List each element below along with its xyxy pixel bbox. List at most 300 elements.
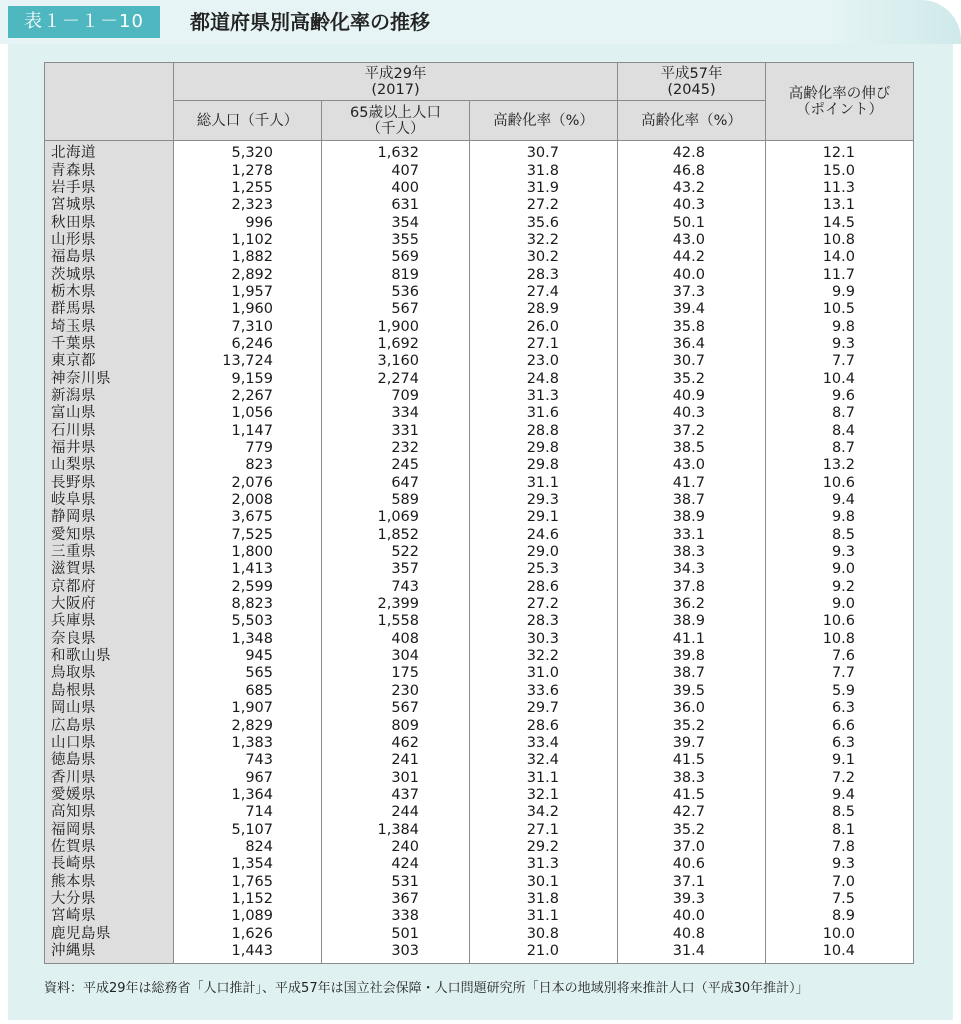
rate-2045-cell: 36.0: [618, 700, 766, 717]
prefecture-cell: 宮崎県: [45, 908, 174, 925]
elderly-pop-cell: 2,274: [322, 370, 470, 387]
table-row: [45, 141, 914, 163]
elderly-pop-cell: 437: [322, 787, 470, 804]
total-pop-cell: 8,823: [174, 596, 322, 613]
prefecture-cell: 静岡県: [45, 509, 174, 526]
elderly-pop-cell: 232: [322, 440, 470, 457]
elderly-pop-cell: 1,852: [322, 527, 470, 544]
rate-2017-cell: 28.3: [470, 266, 618, 283]
rate-2017-cell: 31.3: [470, 856, 618, 873]
elderly-pop-cell: 424: [322, 856, 470, 873]
elderly-pop-cell: 244: [322, 804, 470, 821]
total-pop-cell: 7,310: [174, 318, 322, 335]
increase-cell: 10.8: [766, 631, 914, 648]
elderly-pop-cell: 3,160: [322, 353, 470, 370]
table-row: [45, 388, 914, 405]
elderly-pop-cell: 743: [322, 579, 470, 596]
total-pop-cell: 2,829: [174, 717, 322, 734]
increase-cell: 5.9: [766, 683, 914, 700]
elderly-pop-cell: 303: [322, 943, 470, 964]
aging-rate-table: [44, 62, 914, 964]
prefecture-cell: 埼玉県: [45, 318, 174, 335]
total-pop-cell: 1,413: [174, 561, 322, 578]
elderly-pop-cell: 589: [322, 492, 470, 509]
header-rate-2017-label: 高齢化率（%）: [493, 112, 594, 129]
rate-2017-cell: 29.0: [470, 544, 618, 561]
rate-2017-cell: 32.4: [470, 752, 618, 769]
prefecture-cell: 熊本県: [45, 873, 174, 890]
increase-cell: 9.0: [766, 561, 914, 578]
total-pop-cell: 1,765: [174, 873, 322, 890]
increase-cell: 9.1: [766, 752, 914, 769]
rate-2045-cell: 37.1: [618, 873, 766, 890]
rate-2017-cell: 27.1: [470, 336, 618, 353]
increase-cell: 8.7: [766, 405, 914, 422]
increase-cell: 7.7: [766, 665, 914, 682]
elderly-pop-cell: 241: [322, 752, 470, 769]
rate-2017-cell: 29.7: [470, 700, 618, 717]
prefecture-cell: 広島県: [45, 717, 174, 734]
header-rate-2017: [470, 101, 618, 141]
increase-cell: 7.0: [766, 873, 914, 890]
increase-cell: 11.7: [766, 266, 914, 283]
total-pop-cell: 1,882: [174, 249, 322, 266]
total-pop-cell: 6,246: [174, 336, 322, 353]
prefecture-cell: 鳥取県: [45, 665, 174, 682]
rate-2045-cell: 38.3: [618, 544, 766, 561]
total-pop-cell: 5,320: [174, 141, 322, 163]
prefecture-cell: 群馬県: [45, 301, 174, 318]
rate-2017-cell: 29.8: [470, 440, 618, 457]
rate-2045-cell: 36.2: [618, 596, 766, 613]
table-row: [45, 249, 914, 266]
table-row: [45, 197, 914, 214]
table-row: [45, 301, 914, 318]
rate-2045-cell: 40.3: [618, 197, 766, 214]
prefecture-cell: 滋賀県: [45, 561, 174, 578]
elderly-pop-cell: 567: [322, 700, 470, 717]
rate-2017-cell: 27.2: [470, 596, 618, 613]
rate-2045-cell: 35.8: [618, 318, 766, 335]
rate-2017-cell: 30.8: [470, 925, 618, 942]
prefecture-cell: 青森県: [45, 162, 174, 179]
prefecture-cell: 山形県: [45, 232, 174, 249]
increase-cell: 8.9: [766, 908, 914, 925]
prefecture-cell: 高知県: [45, 804, 174, 821]
prefecture-cell: 石川県: [45, 423, 174, 440]
total-pop-cell: 1,278: [174, 162, 322, 179]
header-group-2017: [174, 63, 618, 101]
table-title: 都道府県別高齢化率の推移: [190, 10, 430, 34]
table-row: [45, 596, 914, 613]
elderly-pop-cell: 1,069: [322, 509, 470, 526]
rate-2045-cell: 37.2: [618, 423, 766, 440]
rate-2017-cell: 31.8: [470, 891, 618, 908]
rate-2045-cell: 41.5: [618, 787, 766, 804]
elderly-pop-cell: 367: [322, 891, 470, 908]
rate-2017-cell: 30.3: [470, 631, 618, 648]
prefecture-cell: 沖縄県: [45, 943, 174, 964]
rate-2045-cell: 39.3: [618, 891, 766, 908]
rate-2045-cell: 42.8: [618, 141, 766, 163]
rate-2017-cell: 31.1: [470, 908, 618, 925]
table-row: [45, 561, 914, 578]
table-row: [45, 440, 914, 457]
rate-2045-cell: 43.0: [618, 232, 766, 249]
prefecture-cell: 香川県: [45, 769, 174, 786]
total-pop-cell: 1,960: [174, 301, 322, 318]
table-row: [45, 266, 914, 283]
elderly-pop-cell: 522: [322, 544, 470, 561]
increase-cell: 14.0: [766, 249, 914, 266]
rate-2045-cell: 40.9: [618, 388, 766, 405]
increase-cell: 6.6: [766, 717, 914, 734]
rate-2045-cell: 37.8: [618, 579, 766, 596]
total-pop-cell: 3,675: [174, 509, 322, 526]
rate-2045-cell: 41.7: [618, 475, 766, 492]
prefecture-cell: 神奈川県: [45, 370, 174, 387]
total-pop-cell: 1,354: [174, 856, 322, 873]
rate-2017-cell: 21.0: [470, 943, 618, 964]
table-row: [45, 613, 914, 630]
prefecture-cell: 秋田県: [45, 214, 174, 231]
increase-cell: 7.2: [766, 769, 914, 786]
prefecture-cell: 長野県: [45, 475, 174, 492]
increase-cell: 9.2: [766, 579, 914, 596]
increase-cell: 10.4: [766, 370, 914, 387]
rate-2045-cell: 40.3: [618, 405, 766, 422]
elderly-pop-cell: 334: [322, 405, 470, 422]
table-row: [45, 873, 914, 890]
table-row: [45, 804, 914, 821]
table-body: [45, 141, 914, 964]
table-row: [45, 787, 914, 804]
elderly-pop-cell: 408: [322, 631, 470, 648]
table-row: [45, 925, 914, 942]
rate-2017-cell: 28.6: [470, 717, 618, 734]
rate-2017-cell: 30.1: [470, 873, 618, 890]
elderly-pop-cell: 331: [322, 423, 470, 440]
increase-cell: 6.3: [766, 700, 914, 717]
rate-2045-cell: 42.7: [618, 804, 766, 821]
rate-2017-cell: 29.8: [470, 457, 618, 474]
header-prefecture: [45, 63, 174, 141]
header-total-pop-label: 総人口（千人）: [196, 112, 299, 129]
table-row: [45, 631, 914, 648]
total-pop-cell: 2,323: [174, 197, 322, 214]
prefecture-cell: 和歌山県: [45, 648, 174, 665]
rate-2017-cell: 27.2: [470, 197, 618, 214]
rate-2017-cell: 26.0: [470, 318, 618, 335]
prefecture-cell: 山口県: [45, 735, 174, 752]
rate-2017-cell: 30.2: [470, 249, 618, 266]
rate-2017-cell: 28.6: [470, 579, 618, 596]
rate-2045-cell: 35.2: [618, 821, 766, 838]
header-group-2017-label: 平成29年 (2017): [364, 65, 427, 98]
table-row: [45, 683, 914, 700]
source-note: 資料：平成29年は総務省「人口推計」、平成57年は国立社会保障・人口問題研究所「日本の地域別将来推計人口（平成30年推計）」: [44, 981, 809, 996]
increase-cell: 13.2: [766, 457, 914, 474]
header-row-group: [45, 63, 914, 101]
rate-2017-cell: 28.9: [470, 301, 618, 318]
elderly-pop-cell: 501: [322, 925, 470, 942]
prefecture-cell: 東京都: [45, 353, 174, 370]
rate-2017-cell: 31.1: [470, 475, 618, 492]
prefecture-cell: 福井県: [45, 440, 174, 457]
header-rate-2045: [618, 101, 766, 141]
total-pop-cell: 2,267: [174, 388, 322, 405]
table-number-badge: 表１－１－10: [8, 6, 160, 38]
prefecture-cell: 徳島県: [45, 752, 174, 769]
prefecture-cell: 愛知県: [45, 527, 174, 544]
total-pop-cell: 1,348: [174, 631, 322, 648]
table-row: [45, 717, 914, 734]
increase-cell: 9.9: [766, 284, 914, 301]
elderly-pop-cell: 709: [322, 388, 470, 405]
total-pop-cell: 743: [174, 752, 322, 769]
rate-2045-cell: 50.1: [618, 214, 766, 231]
elderly-pop-cell: 175: [322, 665, 470, 682]
prefecture-cell: 千葉県: [45, 336, 174, 353]
elderly-pop-cell: 230: [322, 683, 470, 700]
table-row: [45, 856, 914, 873]
increase-cell: 12.1: [766, 141, 914, 163]
table-row: [45, 457, 914, 474]
table-row: [45, 492, 914, 509]
prefecture-cell: 新潟県: [45, 388, 174, 405]
table-row: [45, 579, 914, 596]
table-row: [45, 908, 914, 925]
table-row: [45, 162, 914, 179]
rate-2017-cell: 31.1: [470, 769, 618, 786]
elderly-pop-cell: 1,558: [322, 613, 470, 630]
increase-cell: 14.5: [766, 214, 914, 231]
rate-2045-cell: 37.0: [618, 839, 766, 856]
prefecture-cell: 大阪府: [45, 596, 174, 613]
rate-2045-cell: 31.4: [618, 943, 766, 964]
total-pop-cell: 2,076: [174, 475, 322, 492]
rate-2045-cell: 40.6: [618, 856, 766, 873]
total-pop-cell: 685: [174, 683, 322, 700]
prefecture-cell: 鹿児島県: [45, 925, 174, 942]
table-row: [45, 232, 914, 249]
increase-cell: 10.0: [766, 925, 914, 942]
elderly-pop-cell: 2,399: [322, 596, 470, 613]
increase-cell: 9.6: [766, 388, 914, 405]
prefecture-cell: 栃木県: [45, 284, 174, 301]
table-container: [44, 62, 913, 964]
table-row: [45, 943, 914, 964]
table-row: [45, 405, 914, 422]
prefecture-cell: 奈良県: [45, 631, 174, 648]
elderly-pop-cell: 1,692: [322, 336, 470, 353]
rate-2017-cell: 29.1: [470, 509, 618, 526]
rate-2045-cell: 38.5: [618, 440, 766, 457]
rate-2017-cell: 28.3: [470, 613, 618, 630]
prefecture-cell: 北海道: [45, 141, 174, 163]
rate-2017-cell: 29.3: [470, 492, 618, 509]
rate-2045-cell: 39.4: [618, 301, 766, 318]
prefecture-cell: 茨城県: [45, 266, 174, 283]
rate-2045-cell: 33.1: [618, 527, 766, 544]
rate-2045-cell: 30.7: [618, 353, 766, 370]
header-elderly-pop: [322, 101, 470, 141]
rate-2045-cell: 39.7: [618, 735, 766, 752]
prefecture-cell: 大分県: [45, 891, 174, 908]
table-row: [45, 735, 914, 752]
elderly-pop-cell: 357: [322, 561, 470, 578]
increase-cell: 8.1: [766, 821, 914, 838]
increase-cell: 10.5: [766, 301, 914, 318]
table-row: [45, 284, 914, 301]
rate-2045-cell: 38.7: [618, 492, 766, 509]
table-row: [45, 752, 914, 769]
rate-2017-cell: 31.3: [470, 388, 618, 405]
total-pop-cell: 714: [174, 804, 322, 821]
rate-2017-cell: 30.7: [470, 141, 618, 163]
rate-2045-cell: 46.8: [618, 162, 766, 179]
elderly-pop-cell: 569: [322, 249, 470, 266]
increase-cell: 7.6: [766, 648, 914, 665]
prefecture-cell: 島根県: [45, 683, 174, 700]
total-pop-cell: 565: [174, 665, 322, 682]
table-row: [45, 180, 914, 197]
total-pop-cell: 824: [174, 839, 322, 856]
elderly-pop-cell: 531: [322, 873, 470, 890]
total-pop-cell: 1,255: [174, 180, 322, 197]
increase-cell: 10.6: [766, 613, 914, 630]
total-pop-cell: 779: [174, 440, 322, 457]
rate-2017-cell: 31.6: [470, 405, 618, 422]
rate-2045-cell: 41.5: [618, 752, 766, 769]
prefecture-cell: 愛媛県: [45, 787, 174, 804]
header-group-2045: [618, 63, 766, 101]
title-bar: [0, 0, 961, 44]
prefecture-cell: 佐賀県: [45, 839, 174, 856]
elderly-pop-cell: 1,632: [322, 141, 470, 163]
total-pop-cell: 1,147: [174, 423, 322, 440]
elderly-pop-cell: 1,900: [322, 318, 470, 335]
header-total-pop: [174, 101, 322, 141]
increase-cell: 9.3: [766, 856, 914, 873]
increase-cell: 9.8: [766, 509, 914, 526]
table-row: [45, 527, 914, 544]
elderly-pop-cell: 631: [322, 197, 470, 214]
total-pop-cell: 13,724: [174, 353, 322, 370]
total-pop-cell: 2,599: [174, 579, 322, 596]
rate-2045-cell: 43.0: [618, 457, 766, 474]
rate-2017-cell: 23.0: [470, 353, 618, 370]
elderly-pop-cell: 536: [322, 284, 470, 301]
rate-2045-cell: 39.5: [618, 683, 766, 700]
increase-cell: 9.4: [766, 787, 914, 804]
increase-cell: 13.1: [766, 197, 914, 214]
table-row: [45, 370, 914, 387]
rate-2017-cell: 27.4: [470, 284, 618, 301]
elderly-pop-cell: 809: [322, 717, 470, 734]
header-group-2045-label: 平成57年 (2045): [660, 65, 723, 98]
prefecture-cell: 長崎県: [45, 856, 174, 873]
total-pop-cell: 1,800: [174, 544, 322, 561]
elderly-pop-cell: 304: [322, 648, 470, 665]
elderly-pop-cell: 301: [322, 769, 470, 786]
table-row: [45, 769, 914, 786]
prefecture-cell: 富山県: [45, 405, 174, 422]
table-row: [45, 336, 914, 353]
rate-2045-cell: 34.3: [618, 561, 766, 578]
table-row: [45, 891, 914, 908]
total-pop-cell: 945: [174, 648, 322, 665]
header-increase-label: 高齢化率の伸び （ポイント）: [788, 85, 891, 118]
increase-cell: 9.3: [766, 544, 914, 561]
rate-2045-cell: 41.1: [618, 631, 766, 648]
elderly-pop-cell: 245: [322, 457, 470, 474]
rate-2017-cell: 34.2: [470, 804, 618, 821]
elderly-pop-cell: 354: [322, 214, 470, 231]
increase-cell: 9.3: [766, 336, 914, 353]
increase-cell: 9.0: [766, 596, 914, 613]
rate-2017-cell: 27.1: [470, 821, 618, 838]
rate-2045-cell: 35.2: [618, 717, 766, 734]
total-pop-cell: 7,525: [174, 527, 322, 544]
table-row: [45, 648, 914, 665]
total-pop-cell: 1,152: [174, 891, 322, 908]
rate-2045-cell: 35.2: [618, 370, 766, 387]
rate-2017-cell: 29.2: [470, 839, 618, 856]
rate-2045-cell: 44.2: [618, 249, 766, 266]
table-row: [45, 700, 914, 717]
prefecture-cell: 福島県: [45, 249, 174, 266]
increase-cell: 9.4: [766, 492, 914, 509]
total-pop-cell: 1,364: [174, 787, 322, 804]
rate-2045-cell: 37.3: [618, 284, 766, 301]
total-pop-cell: 967: [174, 769, 322, 786]
increase-cell: 8.5: [766, 804, 914, 821]
increase-cell: 11.3: [766, 180, 914, 197]
rate-2017-cell: 25.3: [470, 561, 618, 578]
table-row: [45, 318, 914, 335]
table-row: [45, 353, 914, 370]
increase-cell: 7.7: [766, 353, 914, 370]
prefecture-cell: 岩手県: [45, 180, 174, 197]
increase-cell: 8.4: [766, 423, 914, 440]
rate-2017-cell: 31.9: [470, 180, 618, 197]
rate-2017-cell: 33.4: [470, 735, 618, 752]
total-pop-cell: 5,107: [174, 821, 322, 838]
elderly-pop-cell: 567: [322, 301, 470, 318]
rate-2045-cell: 38.3: [618, 769, 766, 786]
rate-2017-cell: 32.1: [470, 787, 618, 804]
rate-2045-cell: 40.8: [618, 925, 766, 942]
increase-cell: 7.5: [766, 891, 914, 908]
increase-cell: 10.4: [766, 943, 914, 964]
total-pop-cell: 2,008: [174, 492, 322, 509]
elderly-pop-cell: 407: [322, 162, 470, 179]
total-pop-cell: 996: [174, 214, 322, 231]
rate-2045-cell: 38.9: [618, 509, 766, 526]
total-pop-cell: 2,892: [174, 266, 322, 283]
total-pop-cell: 1,056: [174, 405, 322, 422]
total-pop-cell: 1,102: [174, 232, 322, 249]
header-elderly-pop-label: 65歳以上人口 （千人）: [350, 104, 441, 137]
prefecture-cell: 福岡県: [45, 821, 174, 838]
elderly-pop-cell: 462: [322, 735, 470, 752]
total-pop-cell: 1,383: [174, 735, 322, 752]
prefecture-cell: 兵庫県: [45, 613, 174, 630]
total-pop-cell: 1,089: [174, 908, 322, 925]
rate-2045-cell: 40.0: [618, 266, 766, 283]
rate-2017-cell: 28.8: [470, 423, 618, 440]
